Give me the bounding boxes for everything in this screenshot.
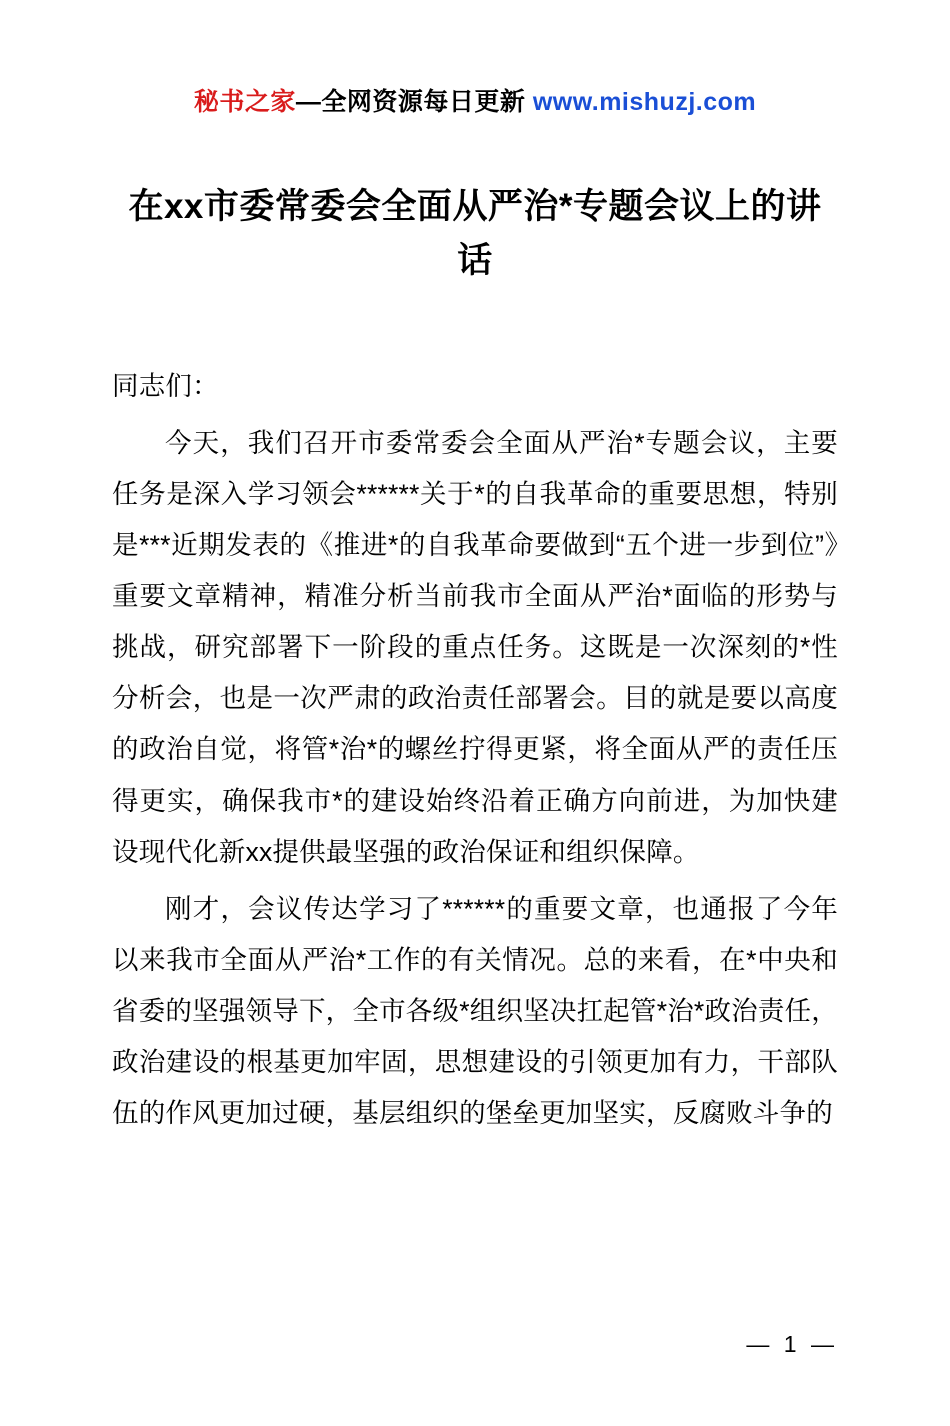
site-brand: 秘书之家: [193, 88, 296, 116]
salutation: 同志们：: [112, 370, 219, 401]
page-title: 在xx市委常委会全面从严治*专题会议上的讲话: [128, 187, 822, 281]
document-page: [0, 82, 950, 1426]
site-url[interactable]: www.mishuzj.com: [532, 88, 757, 116]
paragraph-2: 刚才，会议传达学习了******的重要文章，也通报了今年以来我市全面从严治*工作的有关情况。总的来看，在*中央和省委的坚强领导下，全市各级*组织坚决扛起管*治*政治责任，政治建设的根基更加牢固，思想建设的引领更加有力，干部队伍的作风更加过硬，基层组织的堡垒更加坚实，反腐败斗争的: [112, 893, 838, 1129]
document-body: [112, 361, 838, 1140]
paragraph-1: 今天，我们召开市委常委会全面从严治*专题会议，主要任务是深入学习领会******关于*的自我革命的重要思想，特别是***近期发表的《推进*的自我革命要做到“五个进一步到位”》重要文章精神，精准分析当前我市全面从严治*面临的形势与挑战，研究部署下一阶段的重点任务。这既是一次深刻的*性分析会，也是一次严肃的政治责任部署会。目的就是要以高度的政治自觉，将管*治*的螺丝拧得更紧，将全面从严的责任压得更实，确保我市*的建设始终沿着正确方向前进，为加快建设现代化新xx提供最坚强的政治保证和组织保障。: [112, 427, 838, 867]
site-tagline: —全网资源每日更新: [295, 88, 533, 116]
page-number: — 1 —: [746, 1331, 838, 1357]
site-banner: [112, 82, 838, 118]
